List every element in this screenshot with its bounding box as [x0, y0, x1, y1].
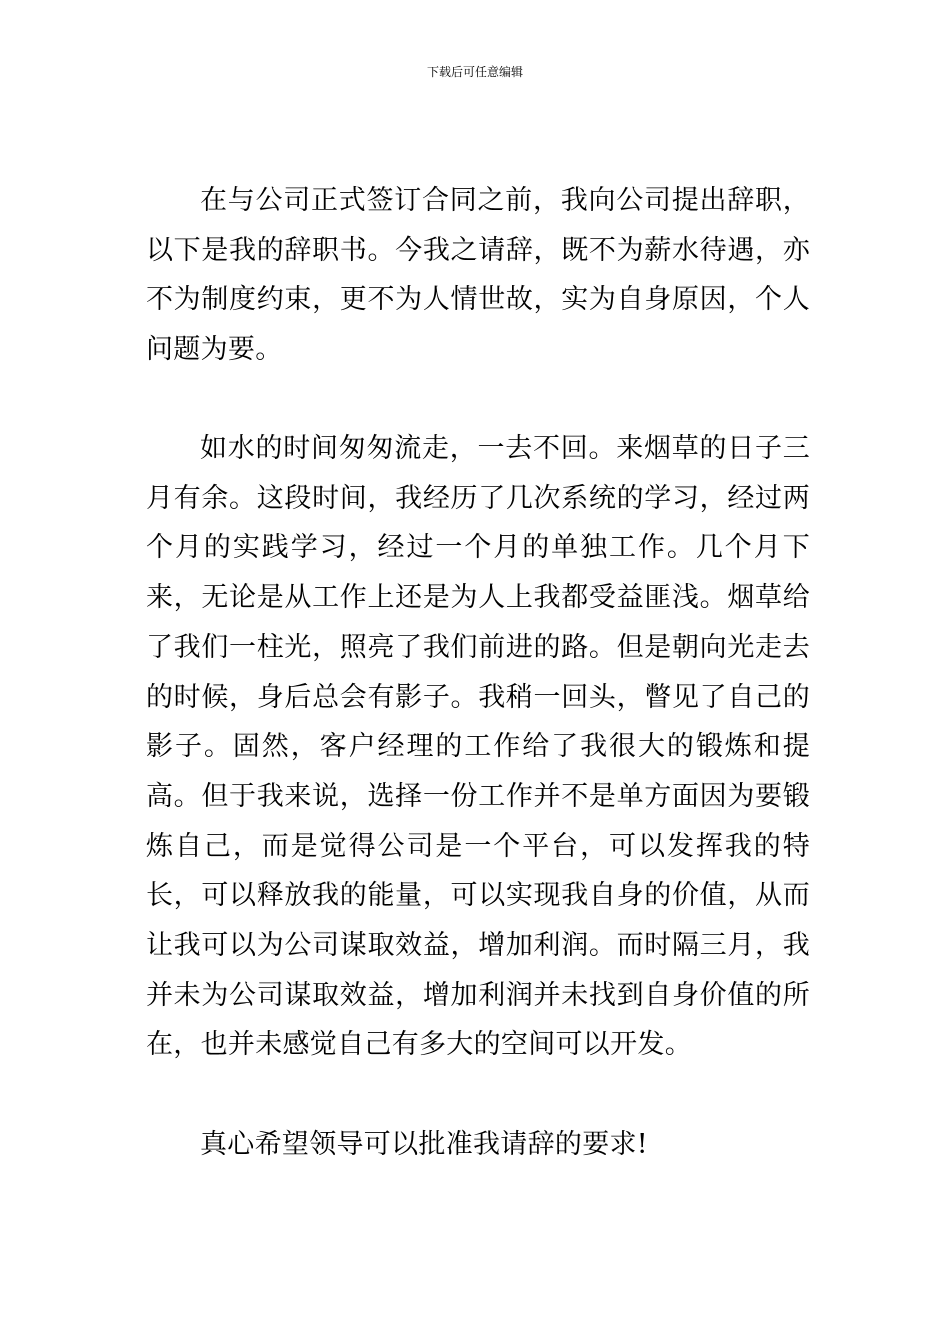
header-note: 下载后可任意编辑	[426, 65, 523, 79]
paragraph-reason	[146, 424, 810, 1070]
paragraph-intro	[146, 176, 810, 375]
paragraph-text: 如水的时间匆匆流走，一去不回。来烟草的日子三月有余。这段时间，我经历了几次系统的学习，经过两个月的实践学习，经过一个月的单独工作。几个月下来，无论是从工作上还是为人上我都受益匪浅。烟草给了我们一柱光，照亮了我们前进的路。但是朝向光走去的时候，身后总会有影子。我稍一回头，瞥见了自己的影子。固然，客户经理的工作给了我很大的锻炼和提高。但于我来说，选择一份工作并不是单方面因为要锻炼自己，而是觉得公司是一个平台，可以发挥我的特长，可以释放我的能量，可以实现我自身的价值，从而让我可以为公司谋取效益，增加利润。而时隔三月，我并未为公司谋取效益，增加利润并未找到自身价值的所在，也并未感觉自己有多大的空间可以开发。	[146, 433, 810, 1061]
paragraph-closing	[146, 1120, 810, 1170]
paragraph-text: 在与公司正式签订合同之前，我向公司提出辞职，以下是我的辞职书。今我之请辞，既不为薪水待遇，亦不为制度约束，更不为人情世故，实为自身原因，个人问题为要。	[146, 185, 810, 366]
paragraph-text: 真心希望领导可以批准我请辞的要求!	[200, 1129, 648, 1160]
